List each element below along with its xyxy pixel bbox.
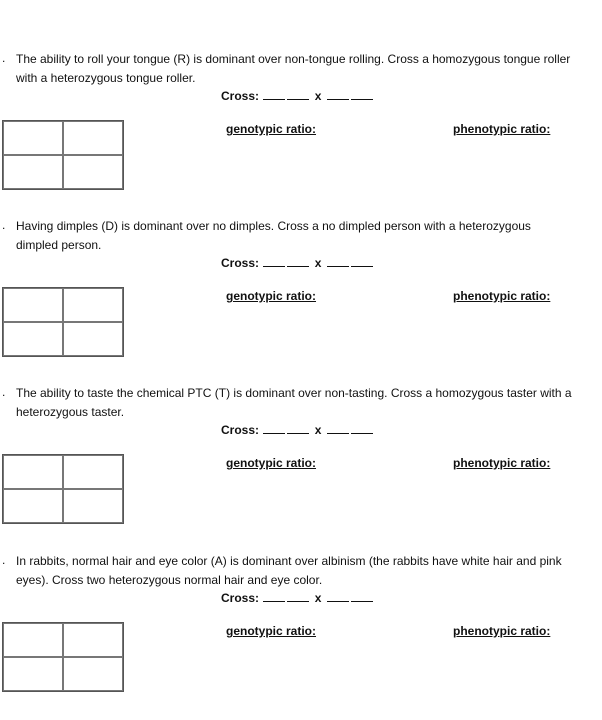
cross-line — [221, 255, 374, 270]
punnett-cell[interactable] — [63, 455, 123, 489]
punnett-cell[interactable] — [3, 455, 63, 489]
question-text: The ability to roll your tongue (R) is dominant over non-tongue rolling. Cross a homozygous tongue roller with a heterozygous tongue roller. — [16, 52, 571, 85]
cross-label: Cross: — [221, 256, 260, 270]
question-bullet: . — [2, 553, 6, 567]
punnett-cell[interactable] — [63, 121, 123, 155]
punnett-cell[interactable] — [63, 288, 123, 322]
genotypic-ratio-label: genotypic ratio: — [226, 122, 317, 136]
cross-blank[interactable] — [287, 590, 309, 602]
genotypic-ratio-label: genotypic ratio: — [226, 289, 317, 303]
cross-x: x — [314, 591, 322, 605]
punnett-cell[interactable] — [63, 322, 123, 356]
cross-x: x — [314, 89, 322, 103]
punnett-cell[interactable] — [3, 288, 63, 322]
question-text: In rabbits, normal hair and eye color (A) is dominant over albinism (the rabbits have white hair and pink eyes). Cross two heterozygous normal hair and eye color. — [16, 554, 562, 587]
phenotypic-ratio-label: phenotypic ratio: — [453, 624, 551, 638]
punnett-cell[interactable] — [3, 322, 63, 356]
punnett-cell[interactable] — [63, 489, 123, 523]
cross-blank[interactable] — [351, 422, 373, 434]
question-bullet: . — [2, 51, 6, 65]
cross-line — [221, 422, 374, 437]
question-text: Having dimples (D) is dominant over no dimples. Cross a no dimpled person with a heterozygous dimpled person. — [16, 219, 531, 252]
genotypic-ratio-label: genotypic ratio: — [226, 456, 317, 470]
phenotypic-ratio-label: phenotypic ratio: — [453, 289, 551, 303]
question-bullet: . — [2, 385, 6, 399]
cross-blank[interactable] — [327, 88, 349, 100]
question-3 — [0, 384, 602, 552]
question-4 — [0, 552, 602, 720]
cross-blank[interactable] — [351, 88, 373, 100]
cross-blank[interactable] — [327, 590, 349, 602]
cross-blank[interactable] — [351, 590, 373, 602]
punnett-cell[interactable] — [3, 657, 63, 691]
question-2 — [0, 217, 602, 385]
cross-label: Cross: — [221, 89, 260, 103]
cross-blank[interactable] — [263, 88, 285, 100]
cross-blank[interactable] — [351, 255, 373, 267]
punnett-cell[interactable] — [63, 623, 123, 657]
cross-x: x — [314, 423, 322, 437]
punnett-square — [2, 287, 124, 357]
cross-line — [221, 88, 374, 103]
cross-blank[interactable] — [263, 255, 285, 267]
punnett-cell[interactable] — [63, 657, 123, 691]
punnett-square — [2, 454, 124, 524]
cross-label: Cross: — [221, 591, 260, 605]
cross-x: x — [314, 256, 322, 270]
cross-blank[interactable] — [327, 255, 349, 267]
punnett-square — [2, 622, 124, 692]
punnett-cell[interactable] — [3, 489, 63, 523]
genotypic-ratio-label: genotypic ratio: — [226, 624, 317, 638]
punnett-square — [2, 120, 124, 190]
cross-blank[interactable] — [263, 422, 285, 434]
cross-blank[interactable] — [263, 590, 285, 602]
cross-line — [221, 590, 374, 605]
phenotypic-ratio-label: phenotypic ratio: — [453, 122, 551, 136]
cross-blank[interactable] — [287, 422, 309, 434]
punnett-cell[interactable] — [3, 623, 63, 657]
cross-blank[interactable] — [327, 422, 349, 434]
punnett-cell[interactable] — [63, 155, 123, 189]
cross-label: Cross: — [221, 423, 260, 437]
punnett-cell[interactable] — [3, 155, 63, 189]
punnett-cell[interactable] — [3, 121, 63, 155]
question-1 — [0, 50, 602, 218]
question-bullet: . — [2, 218, 6, 232]
cross-blank[interactable] — [287, 88, 309, 100]
cross-blank[interactable] — [287, 255, 309, 267]
question-text: The ability to taste the chemical PTC (T) is dominant over non-tasting. Cross a homozygous taster with a heterozygous taster. — [16, 386, 572, 419]
phenotypic-ratio-label: phenotypic ratio: — [453, 456, 551, 470]
